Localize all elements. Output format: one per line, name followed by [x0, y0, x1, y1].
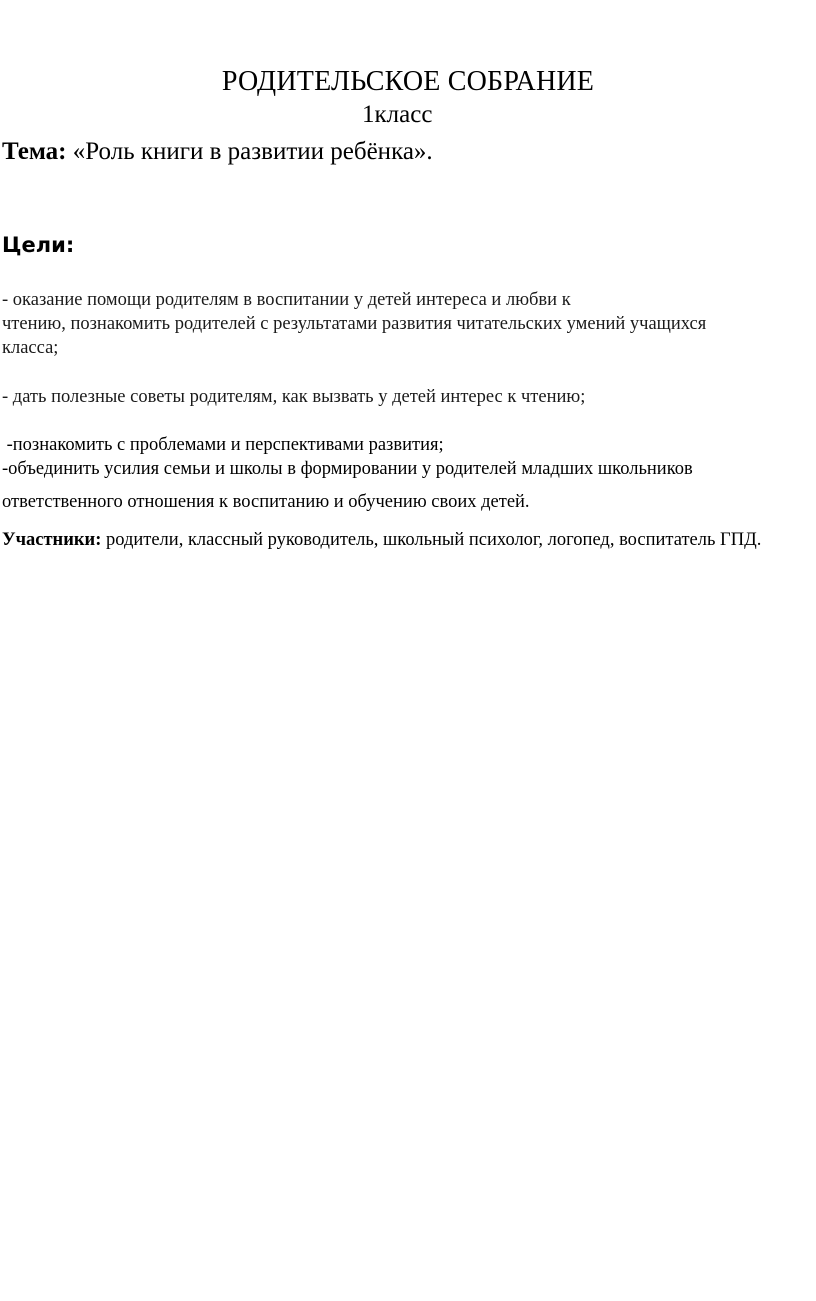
goals-heading: Цели: [2, 233, 75, 257]
topic-label: Тема: [2, 138, 67, 165]
goal-1-line-1: - оказание помощи родителям в воспитании у детей интереса и любви к [2, 290, 571, 310]
goal-3: -познакомить с проблемами и перспективами развития; [2, 435, 444, 455]
goal-1-line-2: чтению, познакомить родителей с результатами развития читательских умений учащихся [2, 314, 707, 334]
goal-4-line-1: -объединить усилия семьи и школы в формировании у родителей младших школьников [2, 459, 693, 479]
document-title: РОДИТЕЛЬСКОЕ СОБРАНИЕ [221, 66, 595, 97]
goal-4-line-2: ответственного отношения к воспитанию и обучению своих детей. [2, 492, 530, 512]
participants-paragraph [2, 528, 816, 552]
participants-text: родители, классный руководитель, школьный психолог, логопед, воспитатель ГПД. [101, 530, 762, 550]
topic-text: «Роль книги в развитии ребёнка». [72, 138, 433, 165]
goal-2: - дать полезные советы родителям, как вызвать у детей интерес к чтению; [2, 387, 586, 407]
grade-label: 1класс [362, 101, 433, 128]
participants-label: Участники: [2, 530, 102, 550]
goal-1-line-3: класса; [2, 338, 59, 358]
topic-line [2, 136, 433, 168]
